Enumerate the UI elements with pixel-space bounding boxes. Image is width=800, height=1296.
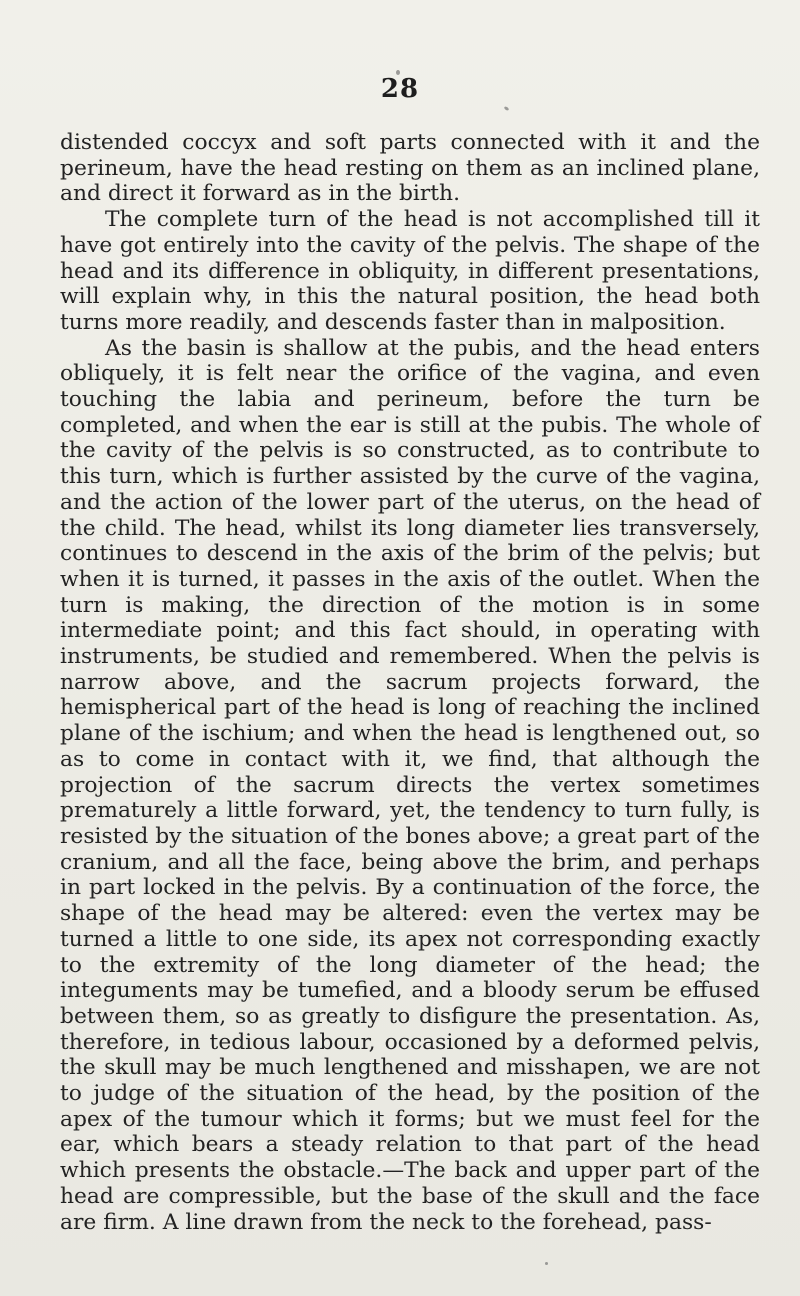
page-number: 28 bbox=[380, 74, 420, 104]
paragraph-continued: distended coccyx and soft parts connected with it and the perineum, have the head resting on them as an inclined plane, and direct it forward as in the birth. bbox=[60, 130, 760, 207]
paragraph: The complete turn of the head is not accomplished till it have got entirely into the cavity of the pelvis. The shape of the head and its difference in obliquity, in different presentations, will explain why, in this the natural position, the head both turns more readily, and descends faster than in malposition. bbox=[60, 207, 760, 335]
paragraph: As the basin is shallow at the pubis, and the head enters obliquely, it is felt near the orifice of the vagina, and even touching the labia and perineum, before the turn be completed, and when the ear is still at the pubis. The whole of the cavity of the pelvis is so constructed, as to contribute to this turn, which is further assisted by the curve of the vagina, and the action of the lower part of the uterus, on the head of the child. The head, whilst its long diameter lies transversely, continues to descend in the axis of the brim of the pelvis; but when it is turned, it passes in the axis of the outlet. When the turn is making, the direction of the motion is in some intermediate point; and this fact should, in operating with instruments, be studied and remembered. When the pelvis is narrow above, and the sacrum projects forward, the hemispherical part of the head is long of reaching the inclined plane of the ischium; and when the head is lengthened out, so as to come in contact with it, we find, that although the projection of the sacrum directs the vertex sometimes prematurely a little forward, yet, the tendency to turn fully, is resisted by the situation of the bones above; a great part of the cranium, and all the face, being above the brim, and perhaps in part locked in the pelvis. By a continuation of the force, the shape of the head may be altered: even the vertex may be turned a little to one side, its apex not corresponding exactly to the extremity of the long diameter of the head; the integuments may be tumefied, and a bloody serum be effused between them, so as greatly to disfigure the presentation. As, therefore, in tedious labour, occasioned by a deformed pelvis, the skull may be much lengthened and misshapen, we are not to judge of the situation of the head, by the position of the apex of the tumour which it forms; but we must feel for the ear, which bears a steady relation to that part of the head which presents the obstacle.—The back and upper part of the head are compressible, but the base of the skull and the face are firm. A line drawn from the neck to the forehead, pass- bbox=[60, 335, 760, 1235]
ink-speck bbox=[545, 1262, 548, 1265]
ink-speck bbox=[504, 106, 510, 111]
body-text bbox=[60, 130, 760, 1235]
